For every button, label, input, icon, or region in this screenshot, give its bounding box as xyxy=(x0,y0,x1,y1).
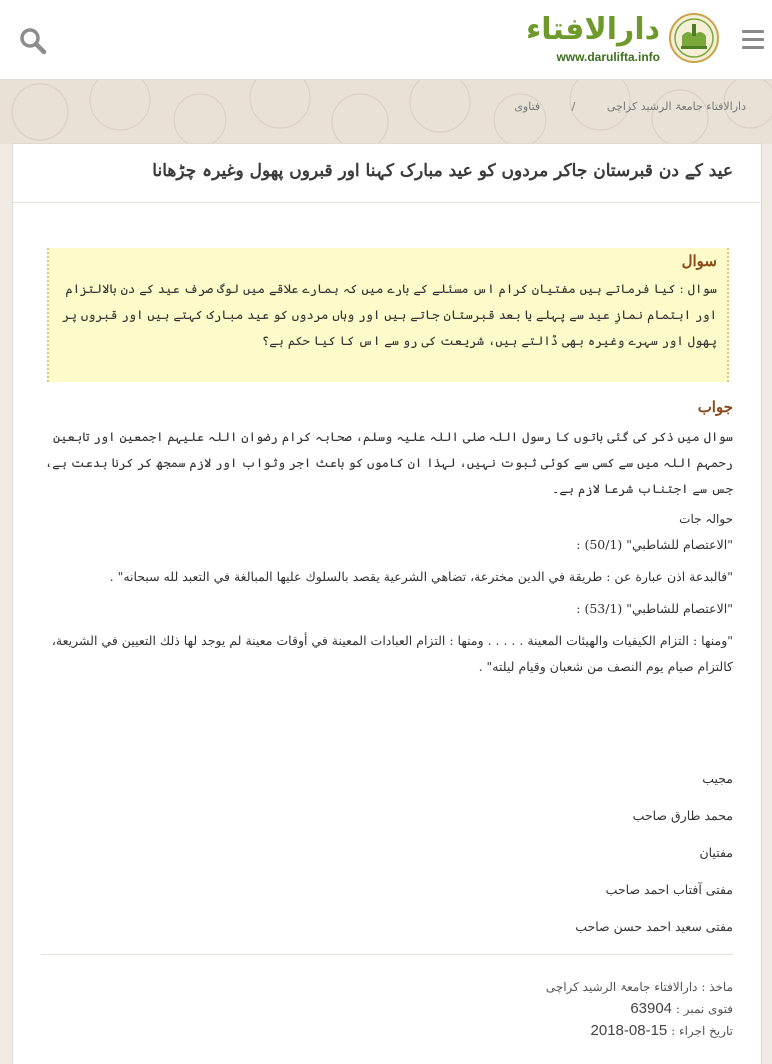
source-text: ماخذ : دارالافتاء جامعۃ الرشید کراچی xyxy=(545,980,733,994)
hamburger-menu-icon[interactable] xyxy=(742,30,764,52)
date-row xyxy=(333,1020,733,1042)
title-divider xyxy=(13,202,761,203)
date-label: تاریخ اجراء : xyxy=(671,1024,733,1038)
mujeeb-label: مجیب xyxy=(702,771,733,786)
mufti-name: مفتی آفتاب احمد صاحب xyxy=(605,882,733,897)
mujeeb-name: محمد طارق صاحب xyxy=(632,808,733,823)
search-icon[interactable] xyxy=(18,26,48,56)
answer-section xyxy=(33,398,733,680)
logo-url[interactable]: www.darulifta.info xyxy=(556,50,660,64)
mufti-name: مفتی سعید احمد حسن صاحب xyxy=(575,919,733,934)
fatwa-number-row xyxy=(333,998,733,1020)
issue-date: 15-08-2018 xyxy=(590,1022,668,1039)
question-text: سوال : کیا فرماتے ہیں مفتیانِ کرام اس مسئلے کے بارے میں کہ ہمارے علاقے میں لوگ صرف عید کے دن بالالتزام اور اہتمام نمازِ عید سے پہلے یا بعد قبرستان جاتے ہیں اور وہاں مردوں کو عید مبارک کہتے ہیں اور قبروں پر پھول اور سہرے وغیرہ بھی ڈالتے ہیں، شریعت کی رو سے اس کا کیا حکم ہے؟ xyxy=(62,281,717,348)
breadcrumb xyxy=(510,100,750,113)
fatwa-number-label: فتوی نمبر : xyxy=(675,1002,733,1016)
reference-line: "الاعتصام للشاطبي" (50/1) : xyxy=(576,537,733,552)
reference-line: "الاعتصام للشاطبي" (53/1) : xyxy=(576,601,733,616)
question-heading: سوال xyxy=(681,252,717,270)
question-box xyxy=(47,248,729,382)
meta-divider xyxy=(41,954,733,955)
fatwa-card xyxy=(12,143,762,1064)
breadcrumb-section-link[interactable]: فتاوی xyxy=(514,100,541,113)
answer-text: سوال میں ذکر کی گئی باتوں کا رسول اللہ صلی اللہ علیہ وسلم، صحابہ کرام رضوان اللہ علیہم اجمعین اور تابعین رحمہم اللہ میں سے کسی سے کوئی ثبوت نہیں، لہذا ان کاموں کو باعث اجر وثواب اور لازم سمجھ کر کرنا بدعت ہے، جس سے اجتناب شرعا لازم ہے۔ xyxy=(44,429,733,496)
answer-heading: جواب xyxy=(697,398,733,416)
reference-line: "فالبدعة اذن عبارة عن : طريقة في الدين مخترعة، تضاهي الشرعية يقصد بالسلوك عليها المبالغة في التعبد لله سبحانه" . xyxy=(109,569,733,584)
breadcrumb-home-link[interactable]: دارالافتاء جامعۃ الرشید کراچی xyxy=(606,100,746,113)
page-title: عید کے دن قبرستان جاکر مردوں کو عید مبارک کہنا اور قبروں پھول وغیرہ چڑھانا xyxy=(152,161,733,181)
reference-line: "ومنها : التزام الكيفيات والهيئات المعينة . . . . . ومنها : التزام العبادات المعينة في أوقات معينة لم يوجد لها ذلك التعيين في الشريعة، كالتزام صيام يوم النصف من شعبان وقيام ليلته" . xyxy=(51,633,733,674)
muftiyan-label: مفتیان xyxy=(699,845,733,860)
breadcrumb-separator: / xyxy=(571,100,576,113)
fatwa-meta xyxy=(333,976,733,1042)
darulifta-emblem-icon[interactable] xyxy=(668,12,720,64)
signatories xyxy=(433,760,733,945)
top-navbar xyxy=(0,0,772,80)
logo-text[interactable]: دارالافتاء xyxy=(525,12,660,47)
fatwa-number: 63904 xyxy=(630,1000,673,1017)
references-label: حوالہ جات xyxy=(679,512,733,526)
